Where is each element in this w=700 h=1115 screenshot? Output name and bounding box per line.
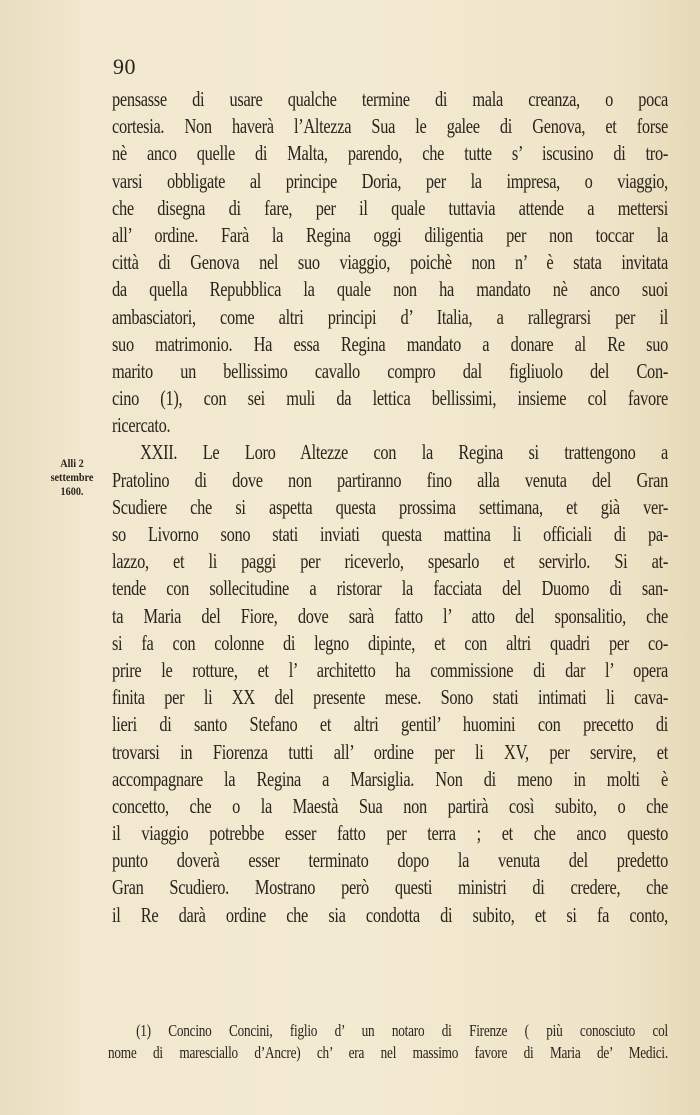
text-line: il viaggio potrebbe esser fatto per terra ; et che anco questo: [112, 821, 668, 846]
text-line: cino (1), con sei muli da lettica bellissimi, insieme col favore: [112, 386, 668, 411]
text-line: lieri di santo Stefano et altri gentil’ huomini con precetto di: [112, 712, 668, 737]
text-line: ambasciatori, come altri principi d’ Italia, a rallegrarsi per il: [112, 304, 668, 329]
margin-note-line: Alli 2: [60, 456, 84, 470]
text-line: Scudiere che si aspetta questa prossima settimana, et già ver-: [112, 494, 668, 519]
text-line: città di Genova nel suo viaggio, poichè non n’ è stata invitata: [112, 250, 668, 275]
text-line: accompagnare la Regina a Marsiglia. Non di meno in molti è: [112, 766, 668, 791]
footnote-line: nome di maresciallo d’Ancre) ch’ era nel massimo favore di Maria de’ Medici.: [108, 1043, 668, 1062]
text-line: prire le rotture, et l’ architetto ha commissione di dar l’ opera: [112, 657, 668, 682]
text-line: pensasse di usare qualche termine di mala creanza, o poca: [112, 87, 668, 111]
text-line: ta Maria del Fiore, dove sarà fatto l’ atto del sponsalitio, che: [112, 603, 668, 628]
body-text: [112, 86, 668, 929]
text-line: ricercato.: [112, 413, 171, 438]
text-line: so Livorno sono stati inviati questa mattina li officiali di pa-: [112, 522, 668, 546]
text-line: varsi obbligate al principe Doria, per la impresa, o viaggio,: [112, 168, 668, 193]
text-line: tende con sollecitudine a ristorar la facciata del Duomo di san-: [112, 576, 668, 601]
text-line: si fa con colonne di legno dipinte, et con altri quadri per co-: [112, 630, 668, 655]
text-line: nè anco quelle di Malta, parendo, che tutte s’ iscusino di tro-: [112, 141, 668, 166]
text-line: Gran Scudiero. Mostrano però questi ministri di credere, che: [112, 875, 668, 900]
margin-note-line: 1600.: [60, 484, 84, 498]
page-number: 90: [113, 54, 136, 79]
margin-note-date: [38, 456, 106, 498]
text-line: lazzo, et li paggi per riceverlo, spesarlo et servirlo. Si at-: [112, 549, 668, 574]
text-line: trovarsi in Fiorenza tutti all’ ordine per li XV, per servire, et: [112, 739, 668, 764]
text-line: che disegna di fare, per il quale tuttavia attende a mettersi: [112, 195, 668, 220]
text-line: da quella Repubblica la quale non ha mandato nè anco suoi: [112, 277, 668, 302]
text-line: punto doverà esser terminato dopo la venuta del predetto: [112, 848, 668, 873]
margin-note-line: settembre: [50, 470, 94, 484]
text-line: finita per li XX del presente mese. Sono stati intimati li cava-: [112, 685, 668, 710]
footnote: [108, 1020, 668, 1064]
footnote-line: (1) Concino Concini, figlio d’ un notaro di Firenze ( più conosciuto col: [136, 1021, 668, 1040]
text-line: il Re darà ordine che sia condotta di subito, et si fa conto,: [112, 902, 668, 927]
text-line: cortesia. Non haverà l’Altezza Sua le galee di Genova, et forse: [112, 114, 668, 139]
text-line: marito un bellissimo cavallo compro dal figliuolo del Con-: [112, 358, 668, 383]
text-line: suo matrimonio. Ha essa Regina mandato a donare al Re suo: [112, 331, 668, 356]
text-line: Pratolino di dove non partiranno fino alla venuta del Gran: [112, 467, 668, 492]
text-line: all’ ordine. Farà la Regina oggi diligentia per non toccar la: [112, 222, 668, 247]
section-heading-line: XXII. Le Loro Altezze con la Regina si trattengono a: [140, 440, 668, 465]
text-line: concetto, che o la Maestà Sua non partirà così subito, o che: [112, 793, 668, 818]
